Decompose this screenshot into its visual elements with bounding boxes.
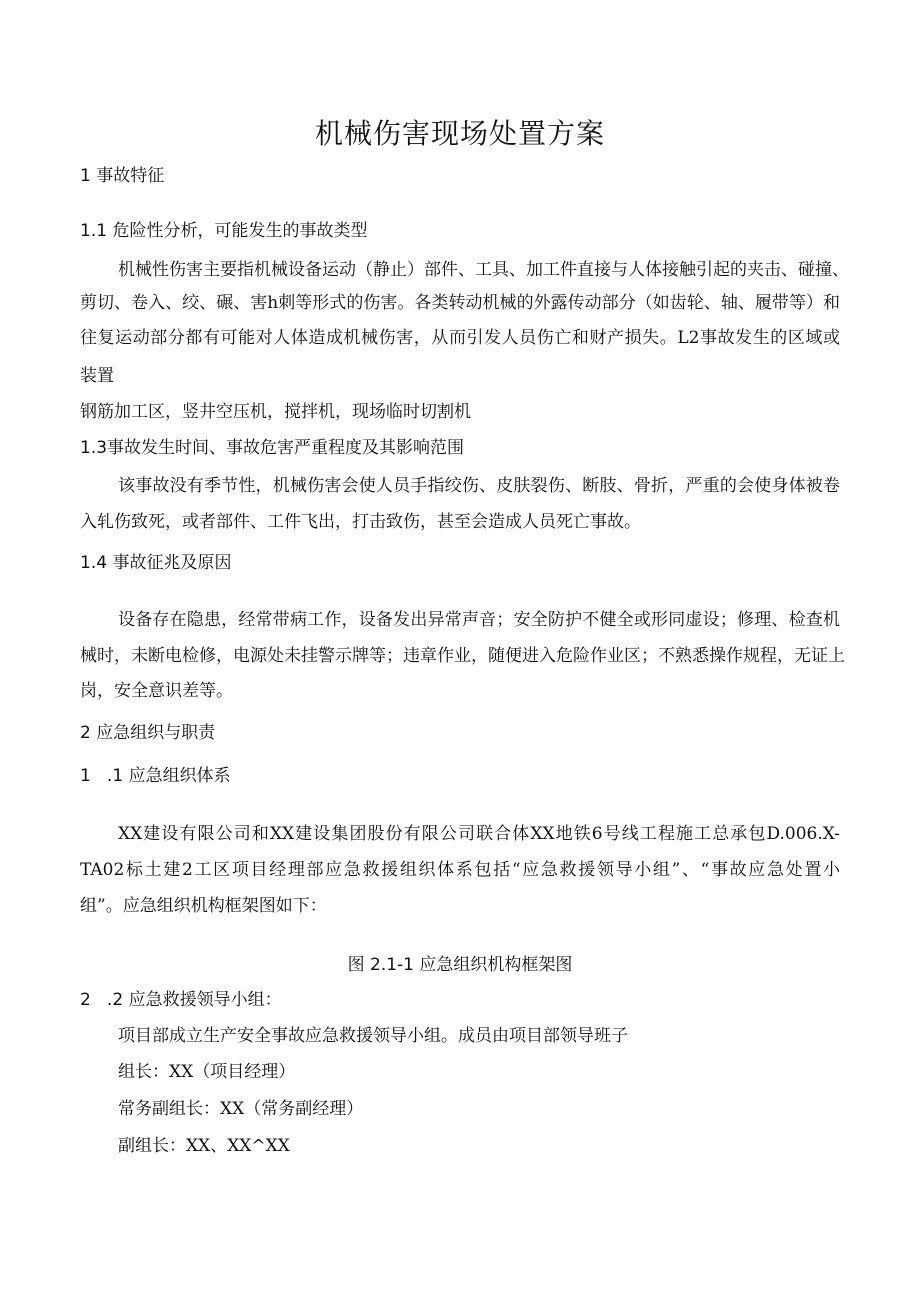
paragraph-line: XX建设有限公司和XX建设集团股份有限公司联合体XX地铁6号线工程施工总承包D.006.X- (118, 824, 840, 844)
paragraph-line: 往复运动部分都有可能对人体造成机械伤害，从而引发人员伤亡和财产损失。L2事故发生的区域或 (80, 328, 840, 348)
subsection-heading-1-3: 1.3事故发生时间、事故危害严重程度及其影响范围 (80, 438, 465, 458)
paragraph-line: 组”。应急组织机构框架图如下： (80, 896, 327, 916)
document-title: 机械伤害现场处置方案 (314, 117, 605, 150)
affected-areas: 钢筋加工区，竖井空压机，搅拌机，现场临时切割机 (80, 402, 471, 422)
deputy-leader: 副组长：XX、XX^XX (118, 1136, 290, 1156)
group-leader: 组长：XX（项目经理） (118, 1062, 296, 1082)
paragraph-line: 械时，未断电检修，电源处未挂警示牌等；违章作业，随便进入危险作业区；不熟悉操作规程，无证上 (80, 646, 845, 666)
paragraph-line: 项目部成立生产安全事故应急救援领导小组。成员由项目部领导班子 (118, 1026, 628, 1046)
paragraph-line: 设备存在隐患，经常带病工作，设备发出异常声音；安全防护不健全或形同虚设；修理、检查机 (118, 610, 840, 630)
section-heading-2: 2 应急组织与职责 (80, 723, 216, 743)
executive-deputy-leader: 常务副组长：XX（常务副经理） (118, 1099, 364, 1119)
subsection-heading-1-1: 1.1 危险性分析，可能发生的事故类型 (80, 221, 368, 241)
subsection-heading-2-2: 2 .2 应急救援领导小组： (80, 990, 282, 1010)
paragraph-line: 入轧伤致死，或者部件、工件飞出，打击致伤，甚至会造成人员死亡事故。 (80, 512, 641, 532)
paragraph-line: 该事故没有季节性，机械伤害会使人员手指绞伤、皮肤裂伤、断肢、骨折，严重的会使身体被卷 (118, 476, 840, 496)
paragraph-line: 装置 (80, 366, 114, 386)
paragraph-line: 机械性伤害主要指机械设备运动（静止）部件、工具、加工件直接与人体接触引起的夹击、碰撞、 (118, 260, 849, 280)
figure-caption: 图 2.1-1 应急组织机构框架图 (347, 955, 573, 975)
subsection-heading-2-1: 1 .1 应急组织体系 (80, 766, 231, 786)
section-heading-1: 1 事故特征 (80, 166, 165, 186)
paragraph-line: 剪切、卷入、绞、碾、害h刺等形式的伤害。各类转动机械的外露传动部分（如齿轮、轴、履带等）和 (80, 293, 840, 313)
subsection-heading-1-4: 1.4 事故征兆及原因 (80, 553, 232, 573)
paragraph-line: TA02标土建2工区项目经理部应急救援组织体系包括“应急救援领导小组”、“事故应急处置小 (80, 860, 840, 880)
paragraph-line: 岗，安全意识差等。 (80, 681, 233, 701)
